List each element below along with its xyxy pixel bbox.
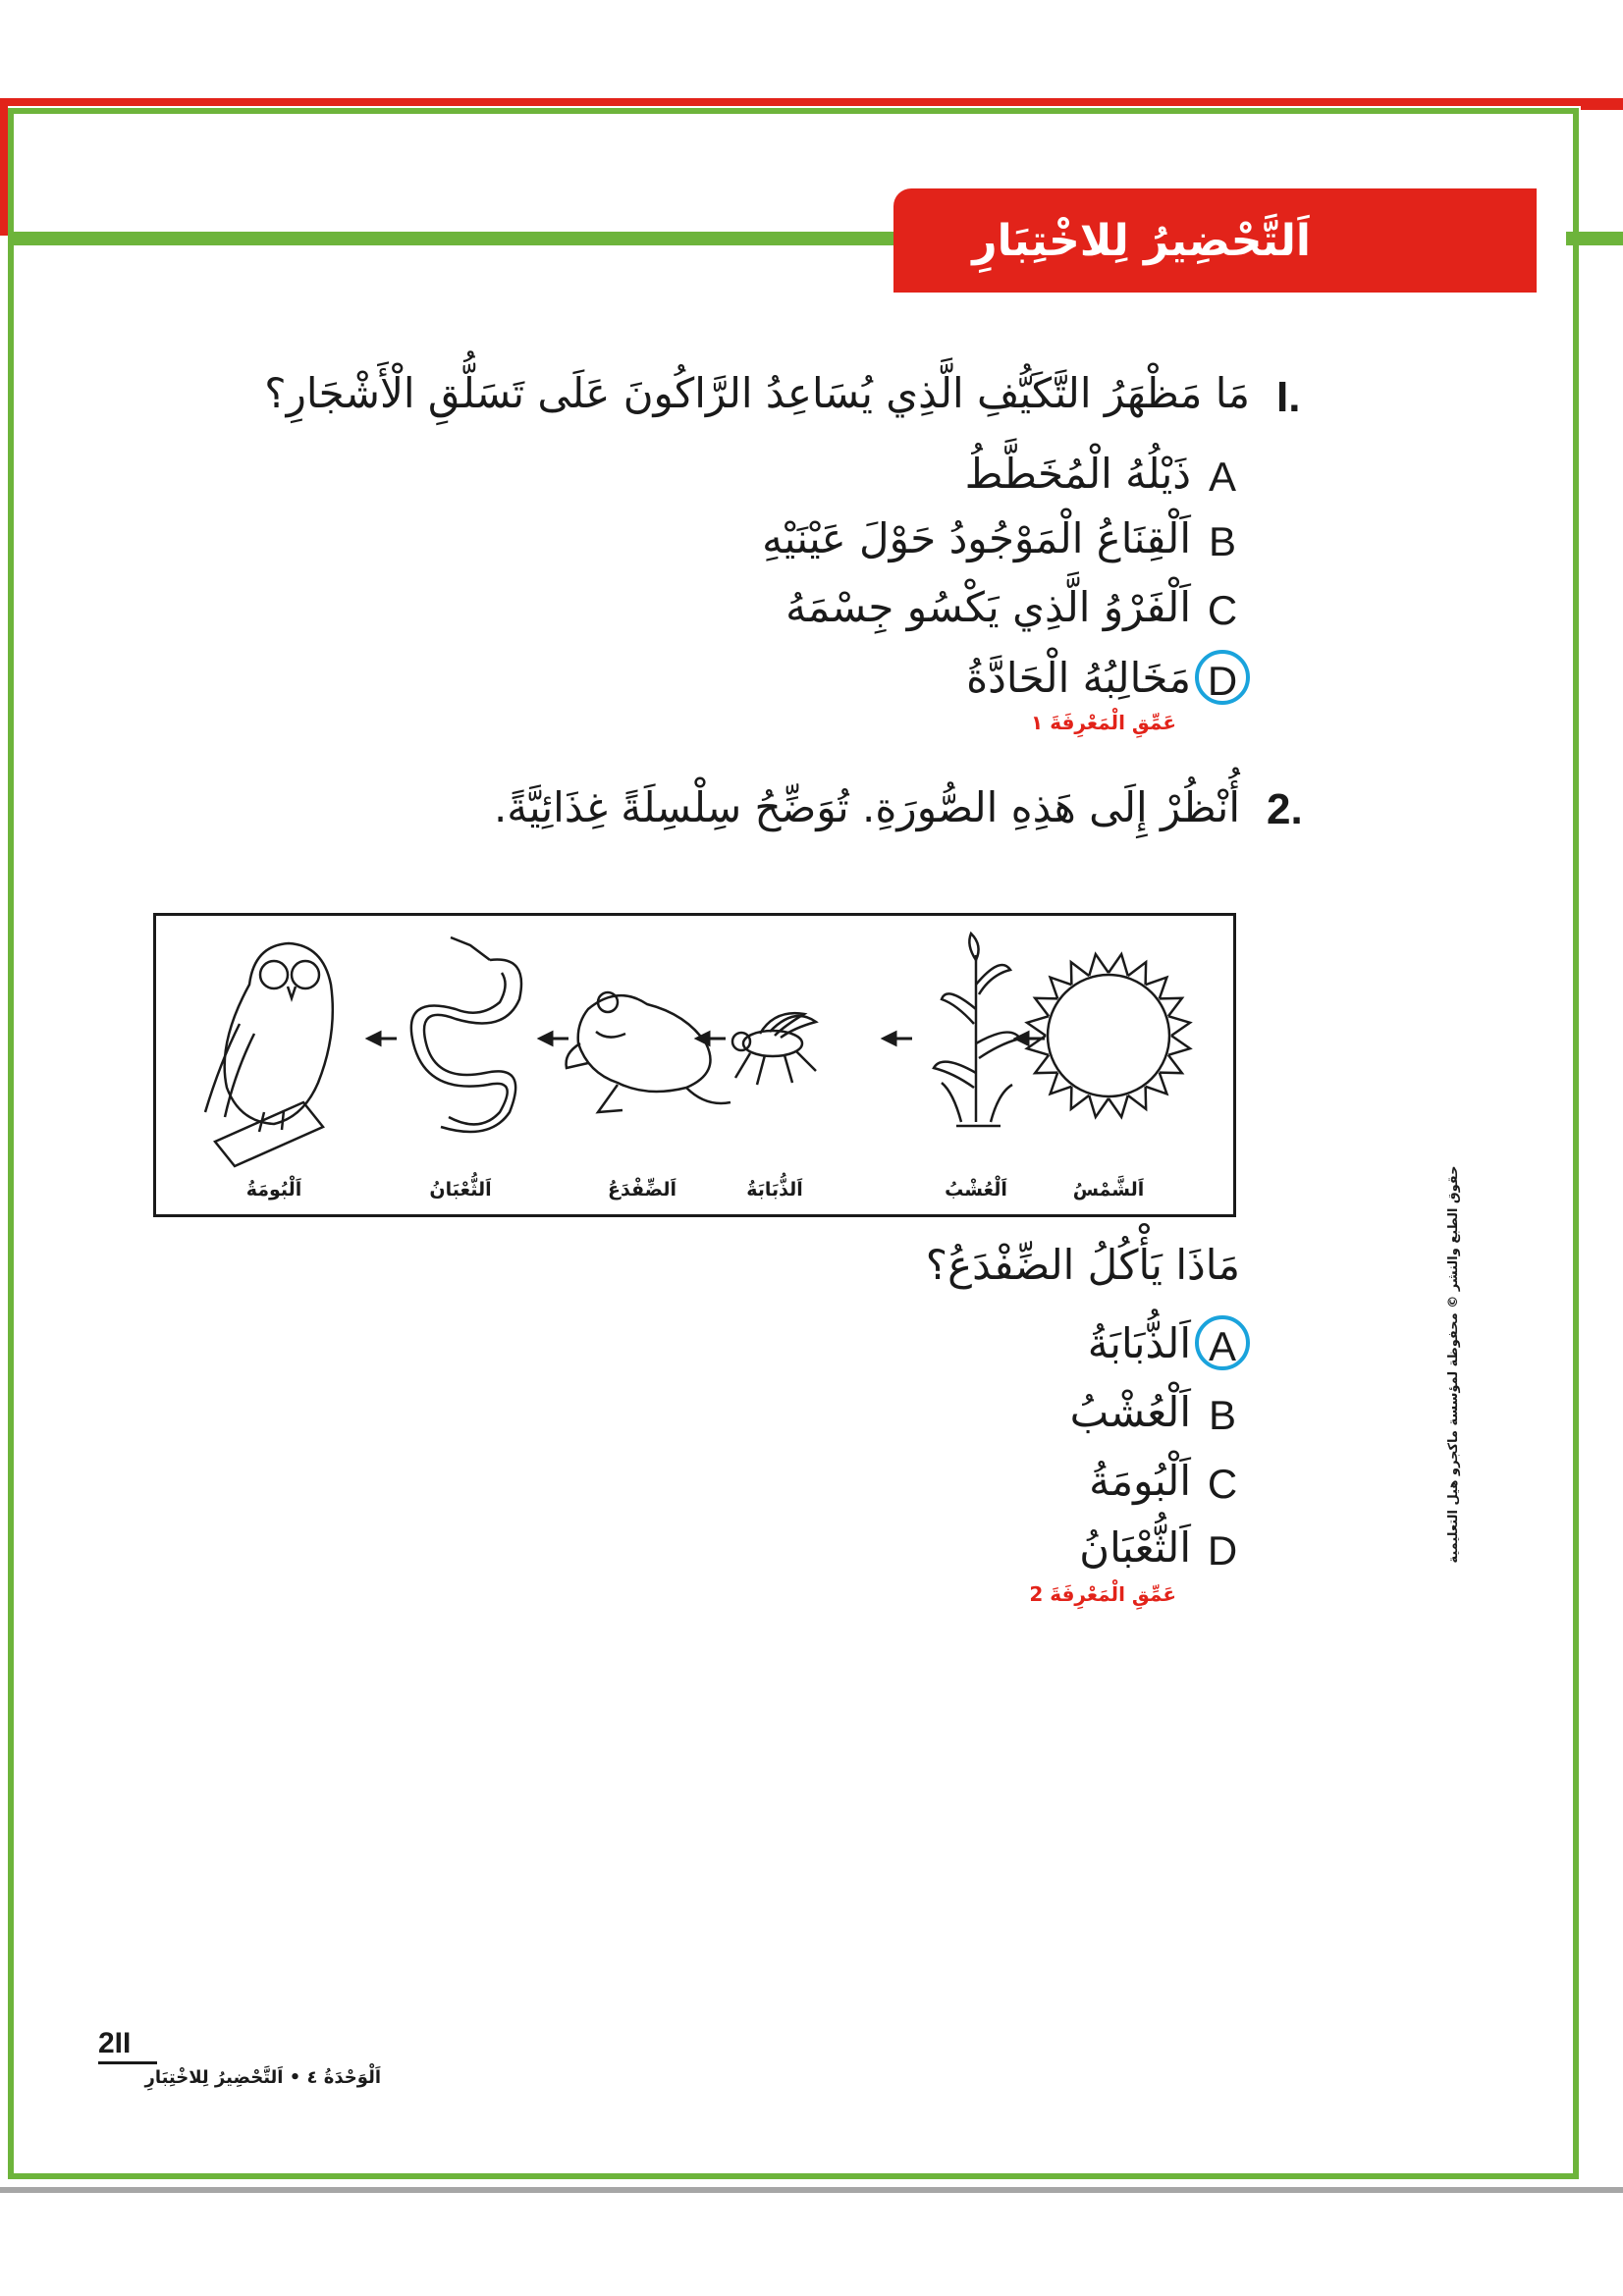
chain-label-owl: اَلْبُومَةُ [245,1179,302,1201]
sun-ray [1089,1095,1109,1117]
fly-icon [732,1013,816,1085]
chain-label-sun: اَلشَّمْسُ [1072,1179,1145,1201]
sun-ray [1109,1095,1128,1117]
sun-ray [1089,954,1109,976]
sun-ray [1051,1073,1072,1095]
page-title: اَلتَّحْضِيرُ لِلاخْتِبَارِ [972,215,1311,266]
owl-icon [205,943,333,1166]
left-red-band [0,98,8,236]
q1-option-c-letter[interactable]: C [1207,587,1238,633]
snake-icon [411,937,521,1132]
sun-icon [1027,954,1190,1117]
q2-option-c-text[interactable]: اَلْبُومَةُ [1089,1457,1191,1505]
chain-arrows [368,1033,1045,1044]
chain-label-snake: اَلثُّعْبَانُ [429,1179,492,1201]
frog-icon [567,992,730,1112]
q2-option-d-letter[interactable]: D [1207,1527,1238,1574]
header-banner [893,188,1537,293]
chain-label-fly: اَلذُّبَابَةُ [746,1179,803,1201]
q2-option-a-text[interactable]: اَلذُّبَابَةُ [1087,1319,1191,1367]
q2-text: أُنْظُرْ إِلَى هَذِهِ الصُّورَةِ. تُوَضِّحُ سِلْسِلَةً غِذَائِيَّةً. [493,783,1240,831]
q1-option-c-text[interactable]: اَلْفَرْوُ الَّذِي يَكْسُو جِسْمَهُ [785,583,1191,631]
sun-ray [1168,1016,1190,1036]
sun-ray [1146,1073,1167,1095]
q2-option-a-letter[interactable]: A [1208,1323,1236,1369]
q1-number: I. [1276,373,1301,421]
q2-option-b-letter[interactable]: B [1208,1392,1236,1438]
page-number-underline [98,2061,157,2064]
footer-unit-label: اَلْوَحْدَةُ ٤ • اَلتَّحْضِيرُ لِلاخْتِبَارِ [144,2067,381,2088]
bottom-grey-line [0,2187,1623,2193]
q2-option-b-text[interactable]: اَلْعُشْبُ [1069,1388,1191,1436]
q2-question: مَاذَا يَأْكُلُ الضِّفْدَعُ؟ [925,1241,1240,1289]
chain-label-grass: اَلْعُشْبُ [945,1179,1007,1201]
q2-number: 2. [1267,785,1303,833]
q1-option-b-letter[interactable]: B [1208,518,1236,564]
header-green-line [14,232,897,245]
sun-ray [1027,1016,1049,1036]
sun-ray [1109,954,1128,976]
header-green-line-right [1566,232,1623,245]
chain-label-frog: اَلضِّفْدَعُ [608,1179,676,1201]
q1-option-b-text[interactable]: اَلْقِنَاعُ الْمَوْجُودُ حَوْلَ عَيْنَيْهِ [762,514,1191,562]
top-red-band [0,98,1623,106]
q1-option-d-text[interactable]: مَخَالِبُهُ الْحَادَّةُ [966,654,1191,702]
q2-option-c-letter[interactable]: C [1207,1461,1238,1507]
right-red-band [1581,98,1623,110]
q1-option-d-letter[interactable]: D [1207,658,1238,704]
sun-ray [1168,1036,1190,1055]
q1-dok-tag: عَمِّقِ الْمَعْرِفَةَ ١ [1031,711,1176,734]
q2-dok-tag: عَمِّقِ الْمَعْرِفَةَ 2 [1029,1582,1176,1606]
grass-icon [934,934,1020,1126]
q1-option-a-text[interactable]: ذَيْلُهُ الْمُخَطَّطُ [964,450,1191,498]
q1-text: مَا مَظْهَرُ التَّكَيُّفِ الَّذِي يُسَاعِدُ الرَّاكُونَ عَلَى تَسَلُّقِ الْأَشْجَارِ؟ [264,369,1250,417]
sun-ray [1051,978,1072,999]
q1-option-a-letter[interactable]: A [1208,454,1236,500]
food-chain-diagram [153,913,1236,1217]
q2-option-d-text[interactable]: اَلثُّعْبَانُ [1079,1523,1191,1572]
sun-ray [1146,978,1167,999]
page-number: 2II [98,2027,132,2059]
